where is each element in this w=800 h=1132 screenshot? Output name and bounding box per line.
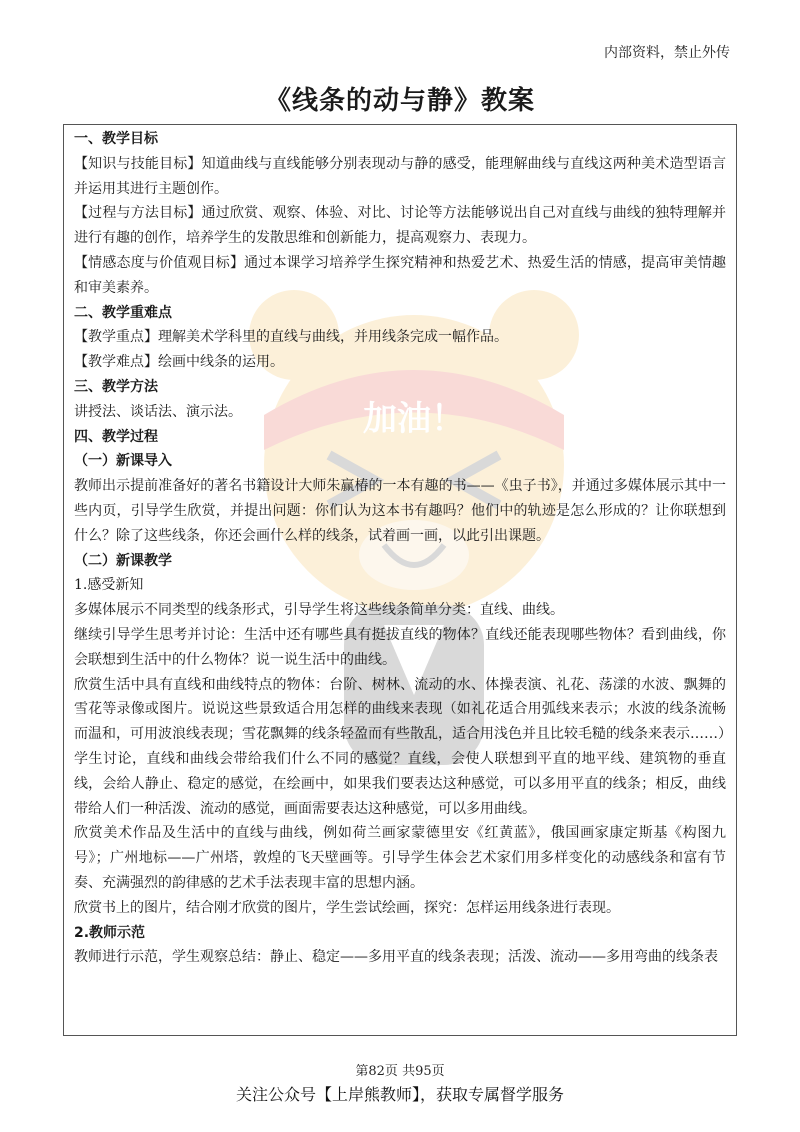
body-paragraph: 【情感态度与价值观目标】通过本课学习培养学生探究精神和热爱艺术、热爱生活的情感，提高审美情趣和审美素养。	[74, 254, 726, 296]
body-paragraph: 继续引导学生思考并讨论：生活中还有哪些具有挺拔直线的物体？直线还能表现哪些物体？看到曲线，你会联想到生活中的什么物体？说一说生活中的曲线。	[74, 626, 726, 668]
body-paragraph: 欣赏美术作品及生活中的直线与曲线，例如荷兰画家蒙德里安《红黄蓝》，俄国画家康定斯基《构图九号》；广州地标——广州塔，敦煌的飞天壁画等。引导学生体会艺术家们用多样变化的动感线条和富有节奏、充满强烈的韵律感的艺术手法表现丰富的思想内涵。	[74, 825, 726, 891]
watermark-badge: 加油！	[363, 399, 465, 439]
body-paragraph: 【教学难点】绘画中线条的运用。	[74, 354, 284, 371]
body-paragraph: 欣赏书上的图片，结合刚才欣赏的图片，学生尝试绘画，探究：怎样运用线条进行表现。	[74, 899, 620, 916]
section-heading: 三、教学方法	[74, 378, 158, 395]
body-paragraph: 教师进行示范，学生观察总结：静止、稳定——多用平直的线条表现；活泼、流动——多用弯曲的线条表	[74, 949, 718, 966]
section-heading: 2.教师示范	[74, 924, 146, 941]
body-paragraph: 1.感受新知	[74, 577, 144, 594]
document-title: 《线条的动与静》教案	[264, 86, 535, 116]
body-paragraph: 【知识与技能目标】知道曲线与直线能够分别表现动与静的感受，能理解曲线与直线这两种美术造型语言并运用其进行主题创作。	[74, 155, 726, 197]
page-number: 第82页 共95页	[355, 1064, 445, 1079]
lesson-plan-frame	[63, 124, 737, 1036]
body-paragraph: 讲授法、谈话法、演示法。	[74, 403, 242, 420]
section-heading: 一、教学目标	[74, 131, 158, 147]
section-heading: 四、教学过程	[74, 428, 158, 445]
body-paragraph: 多媒体展示不同类型的线条形式，引导学生将这些线条简单分类：直线、曲线。	[74, 602, 564, 619]
body-paragraph: 学生讨论，直线和曲线会带给我们什么不同的感觉？直线，会使人联想到平直的地平线、建筑物的垂直线，会给人静止、稳定的感觉，在绘画中，如果我们要表达这种感觉，可以多用平直的线条；相反，曲线带给人们一种活泼、流动的感觉，画面需要表达这种感觉，可以多用曲线。	[74, 750, 726, 817]
section-heading: （二）新课教学	[74, 552, 172, 569]
body-paragraph: 【过程与方法目标】通过欣赏、观察、体验、对比、讨论等方法能够说出自己对直线与曲线的独特理解并进行有趣的创作，培养学生的发散思维和创新能力，提高观察力、表现力。	[74, 205, 726, 247]
section-heading: 二、教学重难点	[74, 304, 172, 321]
body-paragraph: 【教学重点】理解美术学科里的直线与曲线，并用线条完成一幅作品。	[74, 329, 508, 346]
body-paragraph: 欣赏生活中具有直线和曲线特点的物体：台阶、树林、流动的水、体操表演、礼花、荡漾的水波、飘舞的雪花等录像或图片。说说这些景致适合用怎样的曲线来表现（如礼花适合用弧线来表示；水波的线条流畅而温和，可用波浪线表现；雪花飘舞的线条轻盈而有些散乱，适合用浅色并且比较毛糙的线条来表示……）	[74, 676, 732, 743]
footer-promotion: 关注公众号【上岸熊教师】，获取专属督学服务	[235, 1085, 564, 1104]
body-paragraph: 教师出示提前准备好的著名书籍设计大师朱赢椿的一本有趣的书——《虫子书》，并通过多媒体展示其中一些内页，引导学生欣赏，并提出问题：你们认为这本书有趣吗？他们中的轨迹是怎么形成的？让你联想到什么？除了这些线条，你还会画什么样的线条，试着画一画，以此引出课题。	[74, 478, 726, 544]
section-heading: （一）新课导入	[74, 453, 172, 470]
lesson-plan-body	[64, 125, 736, 970]
confidential-notice: 内部资料，禁止外传	[604, 45, 730, 61]
